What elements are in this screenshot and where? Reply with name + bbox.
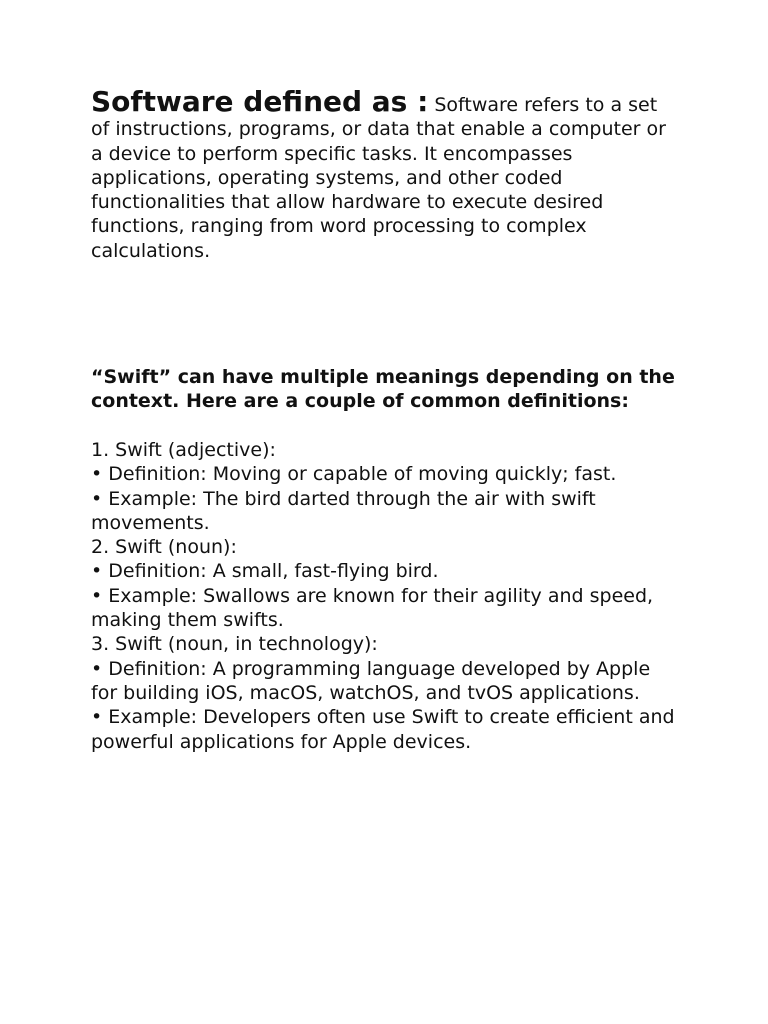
swift-item-2-definition: • Definition: A small, fast-flying bird. [91, 560, 439, 583]
swift-item-1-definition: • Definition: Moving or capable of moving quickly; fast. [91, 463, 617, 486]
swift-item-1-example: • Example: The bird darted through the air with swift movements. [91, 487, 596, 534]
spacer [91, 414, 681, 438]
swift-item-3-example: • Example: Developers often use Swift to create efficient and powerful applications for Apple devices. [91, 706, 675, 753]
swift-definition-list [91, 438, 681, 754]
software-definition-text: Software refers to a set of instructions, programs, or data that enable a computer or a device to perform specific tasks. It encompasses applications, operating systems, and other coded functionalities that allow hardware to execute desired functions, ranging from word processing to complex calculations. [91, 94, 666, 262]
software-definition-heading: Software defined as : [91, 85, 429, 118]
swift-item-2-title: 2. Swift (noun): [91, 536, 237, 559]
swift-item-3-definition: • Definition: A programming language developed by Apple for building iOS, macOS, watchOS, and tvOS applications. [91, 657, 651, 704]
swift-definitions-section [91, 365, 681, 754]
swift-item-3-title: 3. Swift (noun, in technology): [91, 633, 378, 656]
swift-item-2-example: • Example: Swallows are known for their agility and speed, making them swifts. [91, 584, 654, 632]
swift-item-1-title: 1. Swift (adjective): [91, 438, 276, 461]
swift-heading: “Swift” can have multiple meanings depending on the context. Here are a couple of common definitions: [91, 366, 675, 413]
software-definition-paragraph [91, 85, 681, 263]
